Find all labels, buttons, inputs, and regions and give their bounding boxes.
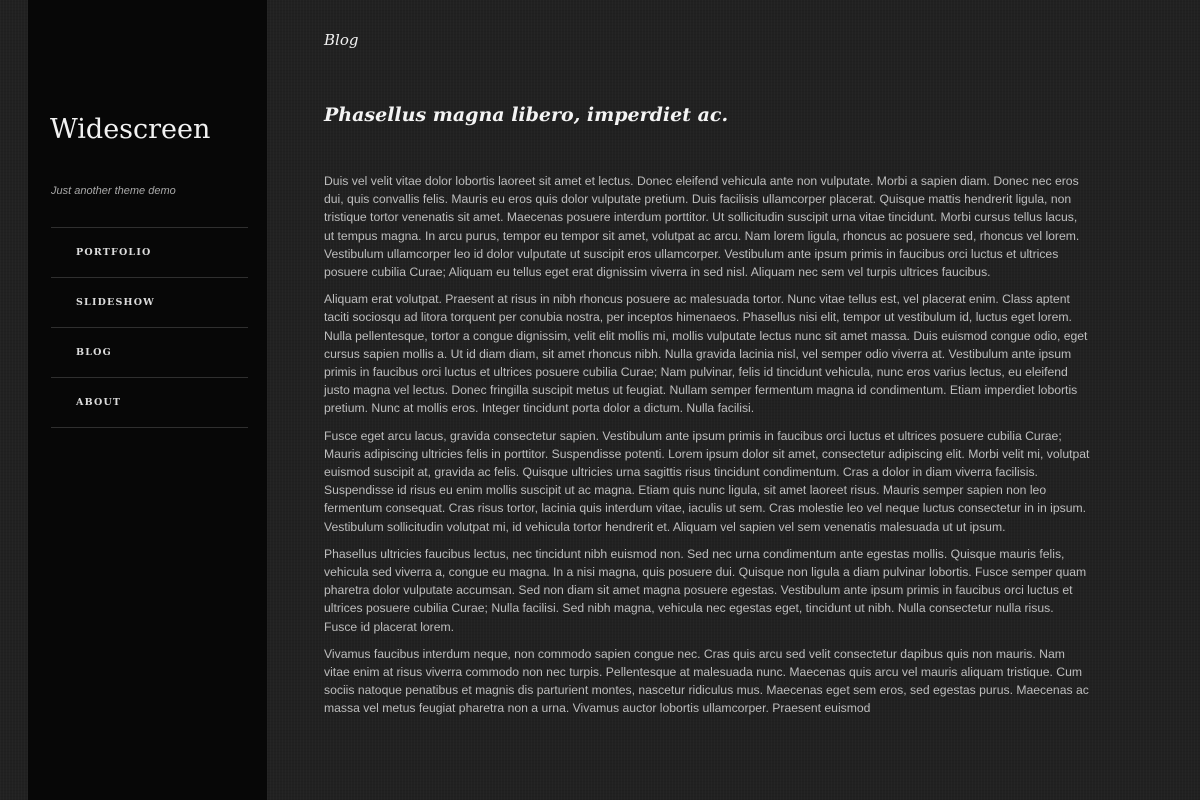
nav-item-portfolio[interactable]: PORTFOLIO [51, 228, 248, 278]
nav-item-slideshow[interactable]: SLIDESHOW [51, 278, 248, 328]
post-paragraph: Phasellus ultricies faucibus lectus, nec tincidunt nibh euismod non. Sed nec urna condimentum ante egestas mollis. Quisque mauris felis, vehicula sed viverra a, congue eu magna. In a nisi magna, quis posuere dui. Quisque non ligula a diam pulvinar lobortis. Fusce semper quam pharetra dolor vulputate accumsan. Sed non diam sit amet magna posuere egestas. Vestibulum ante ipsum primis in faucibus orci luctus et ultrices posuere cubilia Curae; Nulla facilisi. Sed nibh magna, vehicula nec egestas eget, tincidunt ut nibh. Nulla consectetur nulla risus. Fusce id placerat lorem. [324, 546, 1087, 634]
post-paragraph: Aliquam erat volutpat. Praesent at risus in nibh rhoncus posuere ac malesuada tortor. Nunc vitae tellus est, vel placerat enim. Class aptent taciti sociosqu ad litora torquent per conubia nostra, per inceptos himenaeos. Phasellus nisi elit, tempor ut vestibulum id, luctus eget lorem. Nulla pellentesque, tortor a congue dignissim, velit elit mollis mi, mollis vulputate lectus nunc sit amet massa. Duis euismod congue odio, eget cursus sapien mollis a. Ut id diam diam, sit amet rhoncus nibh. Nulla gravida lacinia nisl, vel semper odio viverra at. Vestibulum ante ipsum primis in faucibus orci luctus et ultrices posuere cubilia Curae; Nam pulvinar, felis id tincidunt vehicula, nunc eros varius lectus, eu eleifend justo magna vel lectus. Donec fringilla suscipit metus ut feugiat. Nullam semper fermentum magna id condimentum. Etiam imperdiet lobortis pretium. Nunc at mollis eros. Integer tincidunt porta dolor a dictum. Nulla facilisi. [324, 292, 1088, 416]
nav-item-blog[interactable]: BLOG [51, 328, 248, 378]
post-paragraph: Duis vel velit vitae dolor lobortis laoreet sit amet et lectus. Donec eleifend vehicula ante non vulputate. Morbi a sapien diam. Donec nec eros dui, quis convallis felis. Mauris eu eros quis dolor vulputate pretium. Duis facilisis ullamcorper placerat. Quisque mattis hendrerit ligula, non tristique tortor venenatis sit amet. Maecenas posuere interdum porttitor. Ut sollicitudin suscipit urna vitae tincidunt. Morbi cursus tellus lacus, ut tempus magna. In arcu purus, tempor eu tempor sit amet, volutpat ac arcu. Nam lorem ligula, rhoncus ac posuere sed, rhoncus vel lorem. Vestibulum ullamcorper leo id dolor vulputate ut suscipit eros ullamcorper. Vestibulum ante ipsum primis in faucibus orci luctus et ultrices posuere cubilia Curae; Aliquam eu tellus eget erat dignissim viverra in sed nisl. Aliquam nec sem vel turpis ultrices faucibus. [324, 174, 1080, 280]
site-tagline: Just another theme demo [51, 185, 176, 197]
site-title[interactable]: Widescreen [50, 114, 211, 145]
post-paragraph: Vivamus faucibus interdum neque, non commodo sapien congue nec. Cras quis arcu sed velit consectetur dapibus quis non mauris. Nam vitae enim at risus viverra commodo non nec turpis. Pellentesque at malesuada nunc. Maecenas quis arcu vel mauris aliquam tristique. Cum sociis natoque penatibus et magnis dis parturient montes, nascetur ridiculus mus. Maecenas eget sem eros, sed egestas purus. Maecenas ac massa vel metus feugiat pharetra non a urna. Vivamus auctor lobortis ullamcorper. Praesent euismod [324, 646, 1089, 716]
main-navigation [51, 227, 248, 428]
post-paragraph: Fusce eget arcu lacus, gravida consectetur sapien. Vestibulum ante ipsum primis in faucibus orci luctus et ultrices posuere cubilia Curae; Mauris adipiscing ultricies felis in porttitor. Suspendisse potenti. Lorem ipsum dolor sit amet, consectetur adipiscing elit. Morbi velit mi, volutpat euismod suscipit at, gravida ac felis. Quisque ultricies urna sagittis risus tincidunt condimentum. Cras a dolor in diam viverra facilisis. Suspendisse id risus eu enim mollis suscipit ut ac magna. Etiam quis nunc ligula, sit amet laoreet risus. Mauris semper sapien non leo fermentum consequat. Cras risus tortor, lacinia quis interdum vitae, iaculis ut sem. Cras molestie leo vel neque luctus consectetur in in ipsum. Vestibulum sollicitudin volutpat mi, id vehicula tortor hendrerit et. Aliquam vel sapien vel sem venenatis malesuada ut ut ipsum. [324, 428, 1090, 534]
breadcrumb-blog[interactable]: Blog [324, 31, 359, 49]
nav-item-about[interactable]: ABOUT [51, 378, 248, 428]
post-title[interactable]: Phasellus magna libero, imperdiet ac. [324, 104, 729, 126]
sidebar [28, 0, 267, 800]
post-body [324, 172, 1090, 727]
